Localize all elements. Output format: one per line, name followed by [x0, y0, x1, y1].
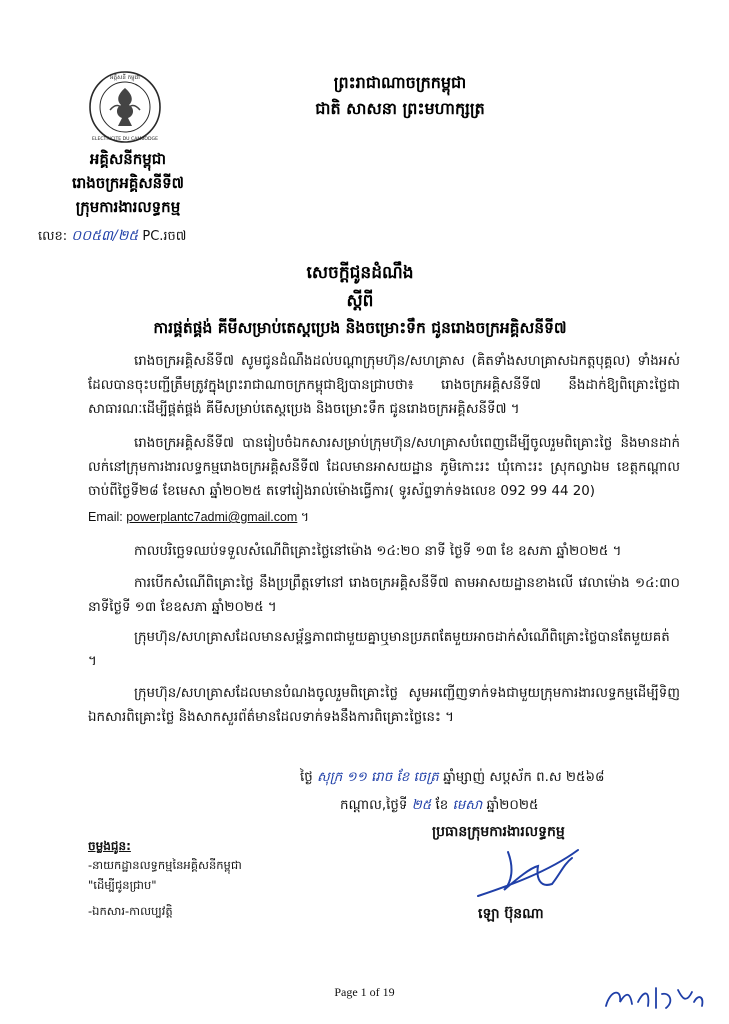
cc-item-3: -ឯកសារ-កាលប្បវត្តិ [88, 904, 173, 918]
solar-day-handwritten: ២៥ [411, 798, 432, 813]
paragraph-3 [88, 540, 680, 564]
national-motto: ជាតិ សាសនា ព្រះមហាក្សត្រ [315, 99, 485, 118]
reference-number [38, 226, 186, 247]
paragraph-6-text: ក្រុមហ៊ុន/សហគ្រាសដែលមានបំណងចូលរួមពិគ្រោះថ្លៃ សូមអញ្ជើញទាក់ទងជាមួយក្រុមការងារលទ្ធកម្មដើម្បីទិញឯកសារពិគ្រោះថ្លៃ និងសាកសួរព័ត៌មានដែលទាក់ទងនឹងការពិគ្រោះថ្លៃនេះ ។ [88, 686, 680, 725]
reference-suffix: PC.រច៧ [142, 229, 187, 244]
kingdom-title: ព្រះរាជាណាចក្រកម្ពុជា [333, 73, 467, 92]
solar-month-handwritten: មេសា [452, 798, 483, 813]
solar-date [340, 796, 539, 816]
email-link[interactable]: powerplantc7admi@gmail.com [126, 510, 298, 524]
signer-name: ឡោ ប៊ុនណា [478, 906, 544, 922]
paragraph-3-text: កាលបរិច្ឆេទឈប់ទទួលសំណើពិគ្រោះថ្លៃនៅម៉ោង ១៤:២០ នាទី ថ្ងៃទី ១៣ ខែ ឧសភា ឆ្នាំ២០២៥ ។ [134, 544, 622, 559]
lunar-date [300, 768, 604, 788]
paragraph-1-text: រោងចក្រអគ្គិសនីទី៧ សូមជូនដំណឹងដល់បណ្តាក្រុមហ៊ុន/សហគ្រាស (គិតទាំងសហគ្រាសឯកត្តបុគ្គល) ទាំងអស់ដែលបានចុះបញ្ជីត្រឹមត្រូវក្នុងព្រះរាជាណាចក្រកម្ពុជាឱ្យបានជ្រាបថា៖ រោងចក្រអគ្គិសនីទី៧ នឹងដាក់ឱ្យពិគ្រោះថ្លៃជាសាធារណៈដើម្បីផ្គត់ផ្គង់ គីមីសម្រាប់តេស្តប្រេង និងចម្រោះទឹក ជូនរោងចក្រអគ្គិសនីទី៧ ។ [88, 354, 680, 417]
paragraph-2 [88, 432, 680, 504]
org-line-1: អគ្គិសនីកម្ពុជា [89, 150, 167, 168]
org-line-3: ក្រុមការងារលទ្ធកម្ម [75, 198, 181, 216]
company-seal [88, 70, 162, 144]
notice-subject-label: ស្ដីពី [346, 291, 374, 311]
paragraph-2-text: រោងចក្រអគ្គិសនីទី៧ បានរៀបចំឯកសារសម្រាប់ក្រុមហ៊ុន/សហគ្រាសបំពេញដើម្បីចូលរួមពិគ្រោះថ្លៃ និងមានដាក់លក់នៅក្រុមការងារលទ្ធកម្មរោងចក្រអគ្គិសនីទី៧ ដែលមានអាសយដ្ឋាន ភូមិកោះរះ ឃុំកោះរះ ស្រុកល្វាឯម ខេត្តកណ្តាល ចាប់ពីថ្ងៃទី២៨ ខែមេសា ឆ្នាំ២០២៥ តទៅរៀងរាល់ម៉ោងធ្វើការ( ទូរស័ព្ទទាក់ទងលេខ 092 99 44 20) [88, 436, 680, 499]
solar-date-prefix: កណ្តាល,ថ្ងៃទី [340, 798, 408, 813]
paragraph-4 [88, 572, 680, 620]
reference-label: លេខ: [38, 229, 68, 244]
signature-drawing [468, 838, 618, 904]
solar-month-label: ខែ [435, 798, 449, 813]
seal-bottom-text: ELECTRICITE DU CAMBODGE [91, 137, 159, 142]
cc-title: ចម្លងជូន: [88, 839, 131, 853]
paragraph-4-text: ការបើកសំណើពិគ្រោះថ្លៃ នឹងប្រព្រឹត្តទៅនៅ រោងចក្រអគ្គិសនីទី៧ តាមអាសយដ្ឋានខាងលើ វេលាម៉ោង ១៤:៣០ នាទីថ្ងៃទី ១៣ ខែឧសភា ឆ្នាំ២០២៥ ។ [88, 576, 680, 615]
notice-subject: ការផ្គត់ផ្គង់ គីមីសម្រាប់តេស្តប្រេង និងចម្រោះទឹក ជូនរោងចក្រអគ្គិសនីទី៧ [153, 319, 567, 337]
handwritten-initials [600, 980, 710, 1014]
cc-item-2: "ដើម្បីជូនជ្រាប" [88, 878, 157, 892]
page-number: Page 1 of 19 [334, 985, 395, 999]
lunar-date-suffix: ឆ្នាំម្សាញ់ សប្តស័ក ព.ស ២៥៦៨ [443, 770, 605, 785]
seal-top-text: អគ្គិសនី កម្ពុជា [110, 75, 140, 81]
email-line [88, 510, 309, 528]
paragraph-1 [88, 350, 680, 422]
cc-item-1: -នាយកដ្ឋានលទ្ធកម្មនៃអគ្គិសនីកម្ពុជា [88, 858, 242, 872]
lunar-date-prefix: ថ្ងៃ [300, 770, 313, 785]
notice-title: សេចក្ដីជូនដំណឹង [306, 263, 414, 283]
email-label: Email: [88, 510, 123, 524]
org-line-2: រោងចក្រអគ្គិសនីទី៧ [72, 174, 184, 192]
reference-handwritten-number: ០០៥៣/២៥ [71, 228, 139, 244]
email-end: ។ [300, 510, 310, 524]
paragraph-5 [88, 626, 680, 674]
solar-year: ឆ្នាំ២០២៥ [486, 798, 539, 813]
lunar-date-handwritten: សុក្រ ១១ រោច ខែ ចេត្រ [317, 770, 439, 785]
paragraph-5-text: ក្រុមហ៊ុន/សហគ្រាសដែលមានសម្ព័ន្ធភាពជាមួយគ្នាឬមានប្រភពតែមួយអាចដាក់សំណើពិគ្រោះថ្លៃបានតែមួយគត់ ។ [88, 630, 670, 669]
signer-position: ប្រធានក្រុមការងារលទ្ធកម្ម [432, 824, 565, 840]
paragraph-6 [88, 682, 680, 730]
